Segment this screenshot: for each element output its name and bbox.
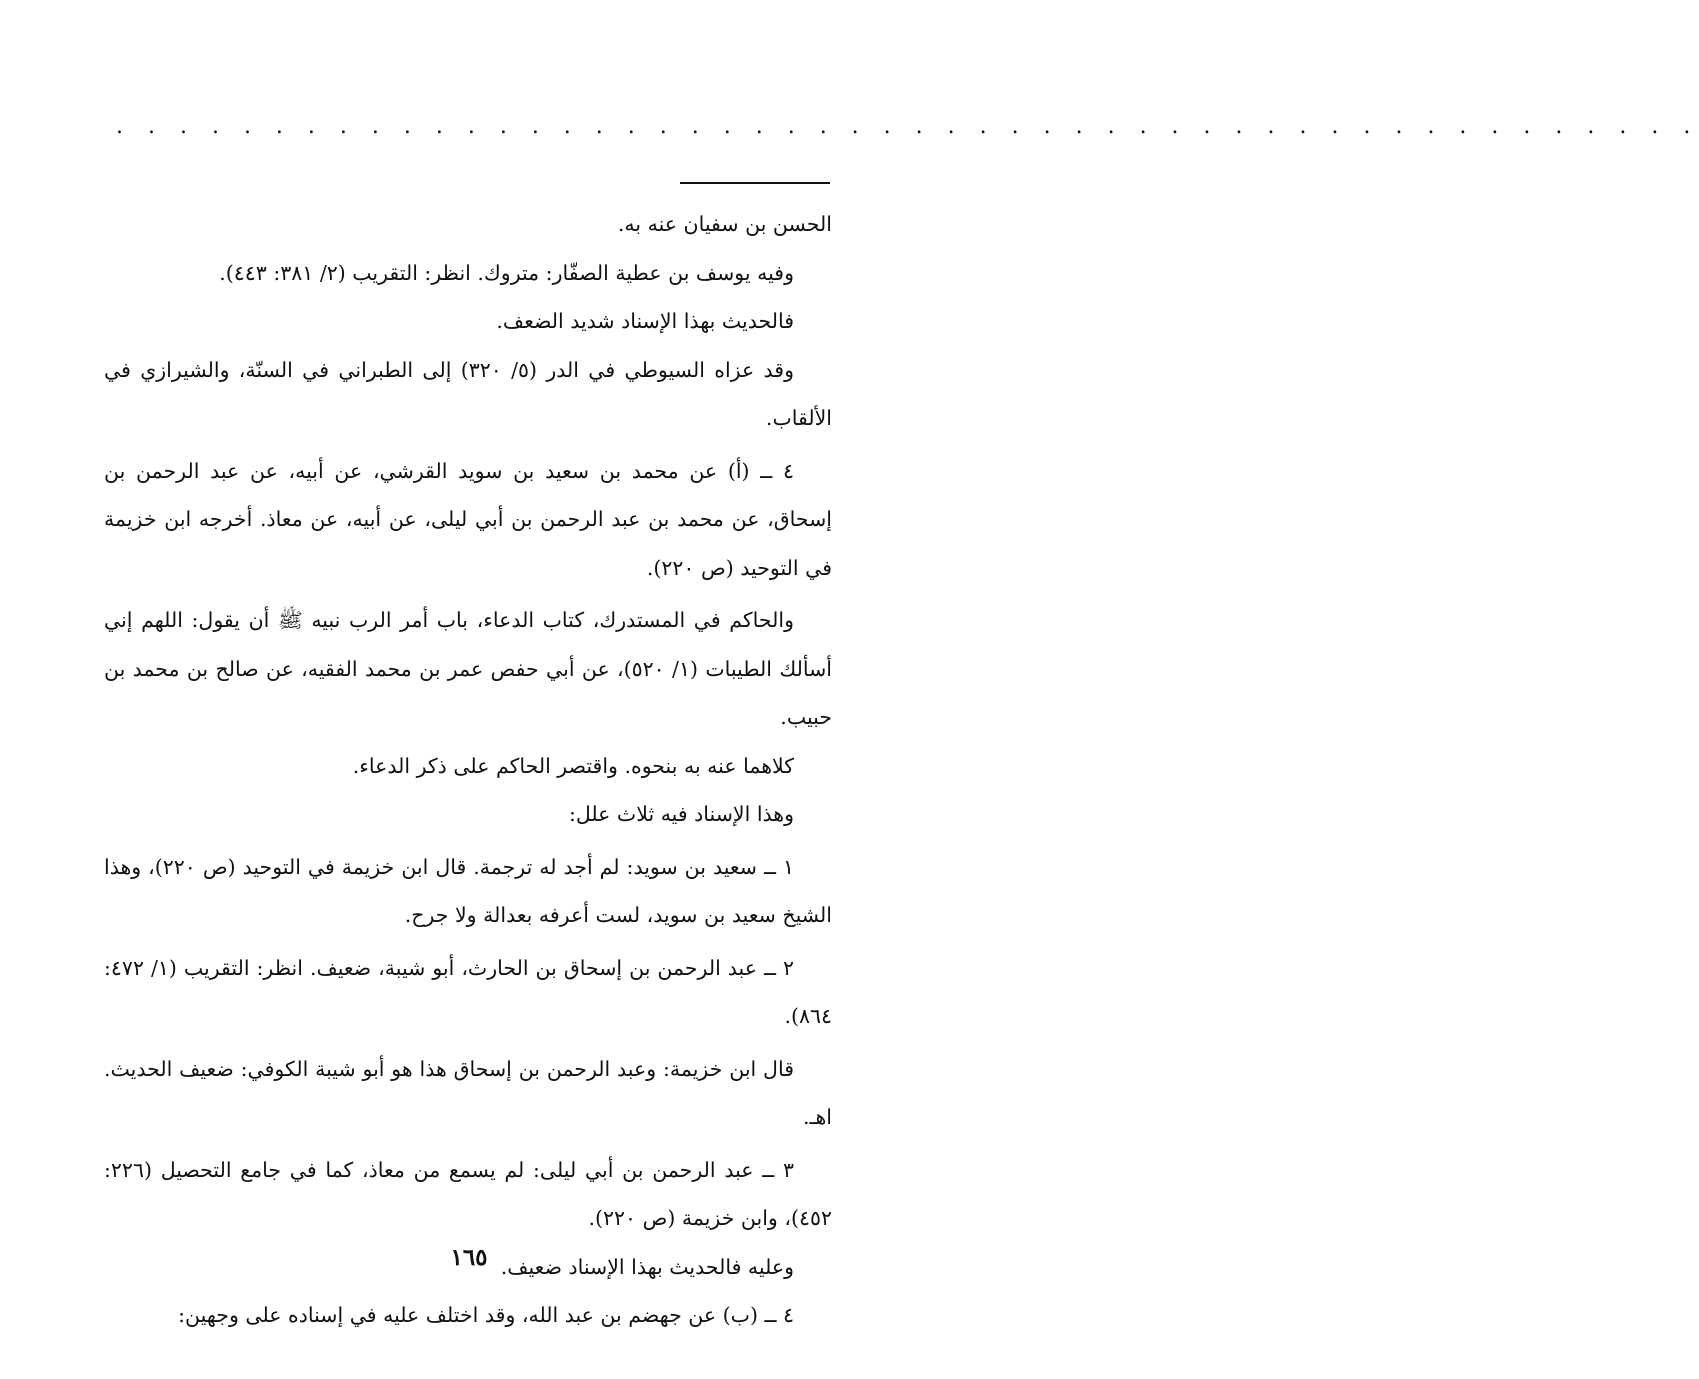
paragraph: كلاهما عنه به بنحوه. واقتصر الحاكم على ذكر الدعاء. [352, 753, 794, 778]
paragraph: فالحديث بهذا الإسناد شديد الضعف. [496, 309, 794, 333]
paragraph: وفيه يوسف بن عطية الصفّار: متروك. انظر: التقريب (٢/ ٣٨١: ٤٤٣). [219, 260, 794, 285]
paragraph: وعليه فالحديث بهذا الإسناد ضعيف. [500, 1254, 794, 1279]
footnote-rule [680, 182, 830, 184]
paragraph: الحسن بن سفيان عنه به. [617, 212, 832, 236]
paragraph: ٤ ــ (أ) عن محمد بن سعيد بن سويد القرشي، عن أبيه، عن عبد الرحمن بن إسحاق، عن محمد بن عبد الرحمن بن أبي ليلى، عن أبيه، عن معاذ. أخرجه ابن خزيمة في التوحيد (ص ٢٢٠). [104, 458, 832, 580]
paragraph: قال ابن خزيمة: وعبد الرحمن بن إسحاق هذا هو أبو شيبة الكوفي: ضعيف الحديث. اهـ. [104, 1056, 832, 1129]
paragraph: ٣ ــ عبد الرحمن بن أبي ليلى: لم يسمع من معاذ، كما في جامع التحصيل (٢٢٦: ٤٥٢)، وابن خزيمة (ص ٢٢٠). [104, 1157, 832, 1230]
paragraph: وهذا الإسناد فيه ثلاث علل: [568, 802, 794, 826]
footnote-text [104, 200, 832, 1340]
paragraph: ١ ــ سعيد بن سويد: لم أجد له ترجمة. قال ابن خزيمة في التوحيد (ص ٢٢٠)، وهذا الشيخ سعيد بن سويد، لست أعرفه بعدالة ولا جرح. [104, 854, 832, 927]
paragraph: ٤ ــ (ب) عن جهضم بن عبد الله، وقد اختلف عليه في إسناده على وجهين: [178, 1303, 794, 1327]
page-number: ١٦٥ [450, 1244, 488, 1271]
separator-dots: . . . . . . . . . . . . . . . . . . . . . . . . . . . . . . . . . . . . . . . . . . . . . . . . . . [116, 114, 1699, 139]
paragraph: ٢ ــ عبد الرحمن بن إسحاق بن الحارث، أبو شيبة، ضعيف. انظر: التقريب (١/ ٤٧٢: ٨٦٤). [104, 955, 832, 1028]
paragraph: والحاكم في المستدرك، كتاب الدعاء، باب أمر الرب نبيه ﷺ أن يقول: اللهم إني أسألك الطيبات (١/ ٥٢٠)، عن أبي حفص عمر بن محمد الفقيه، عن صالح بن محمد بن حبيب. [104, 608, 832, 729]
paragraph: وقد عزاه السيوطي في الدر (٥/ ٣٢٠) إلى الطبراني في السنّة، والشيرازي في الألقاب. [104, 357, 832, 430]
